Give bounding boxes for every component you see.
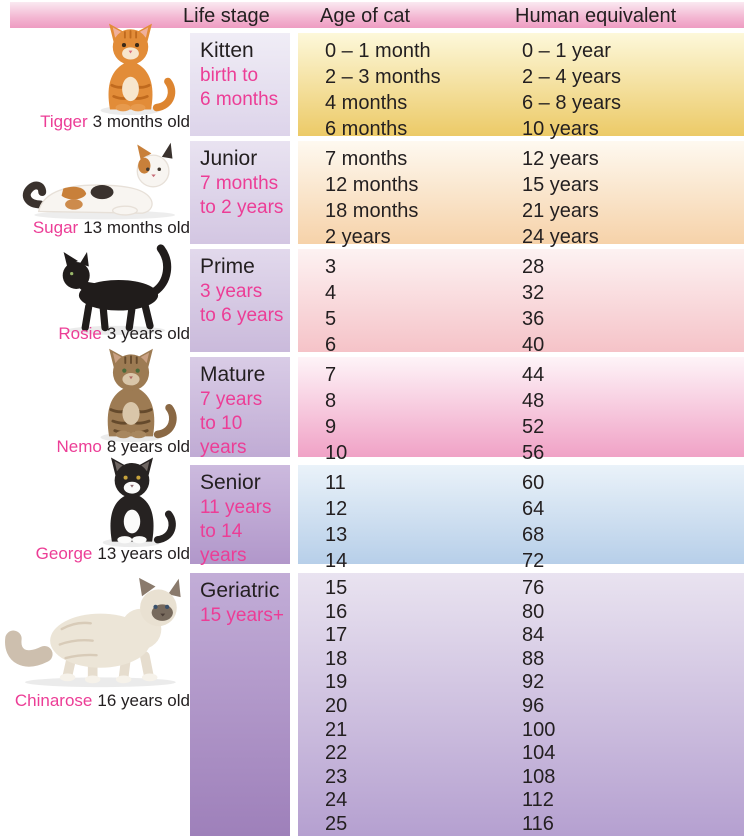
cat-age: 16 years old xyxy=(97,691,190,710)
cat-photo-nemo xyxy=(0,357,196,457)
stage-name: Geriatric xyxy=(200,579,280,602)
cat-age-value: 6 months xyxy=(325,118,408,140)
stage-range-line: birth to xyxy=(200,65,259,86)
cat-age-value: 17 xyxy=(325,624,348,647)
cat-age-value: 2 – 3 months xyxy=(325,66,441,88)
cat-age: 13 years old xyxy=(97,544,190,563)
stage-range xyxy=(200,388,286,460)
tigger-cat-illustration xyxy=(83,18,178,116)
human-equivalent-value: 68 xyxy=(522,524,545,546)
human-equivalent-value: 40 xyxy=(522,334,545,356)
age-row xyxy=(298,648,744,672)
human-equivalent-value: 48 xyxy=(522,390,545,412)
age-row xyxy=(298,766,744,790)
cat-age-value: 7 xyxy=(325,364,337,386)
stage-range-line: to 14 years xyxy=(200,521,247,566)
age-data-band-junior xyxy=(298,141,744,248)
age-row xyxy=(298,789,744,813)
stage-range xyxy=(200,172,286,220)
human-equivalent-value: 21 years xyxy=(522,200,599,222)
age-row xyxy=(298,364,744,390)
stage-range-line: to 6 years xyxy=(200,305,284,326)
human-equivalent-value: 60 xyxy=(522,472,545,494)
stage-box-junior xyxy=(190,141,290,244)
age-row xyxy=(298,695,744,719)
age-data-band-kitten xyxy=(298,33,744,140)
stage-range xyxy=(200,280,286,328)
cat-age-value: 4 months xyxy=(325,92,408,114)
cat-age-value: 10 xyxy=(325,442,348,464)
age-data-band-prime xyxy=(298,249,744,356)
cat-age-value: 13 xyxy=(325,524,348,546)
age-data-band-mature xyxy=(298,357,744,464)
stage-box-prime xyxy=(190,249,290,352)
human-equivalent-value: 2 – 4 years xyxy=(522,66,621,88)
age-row xyxy=(298,148,744,174)
column-header-age-of-cat: Age of cat xyxy=(320,5,411,27)
cat-age-value: 5 xyxy=(325,308,337,330)
column-header-human-equivalent: Human equivalent xyxy=(515,5,677,27)
chinarose-cat-illustration xyxy=(2,573,194,689)
cat-age-value: 22 xyxy=(325,742,348,765)
human-equivalent-value: 56 xyxy=(522,442,545,464)
cat-age-value: 9 xyxy=(325,416,337,438)
stage-name: Senior xyxy=(200,471,261,494)
cat-age-value: 16 xyxy=(325,600,348,623)
cat-age-value: 14 xyxy=(325,550,348,572)
human-equivalent-value: 36 xyxy=(522,308,545,330)
cat-photo-sugar xyxy=(0,141,196,244)
age-row xyxy=(298,624,744,648)
stage-box-senior xyxy=(190,465,290,564)
cat-age: 8 years old xyxy=(106,437,190,456)
age-row xyxy=(298,577,744,601)
cat-age-value: 4 xyxy=(325,282,337,304)
age-row xyxy=(298,66,744,92)
cat-age-value: 11 xyxy=(325,472,346,494)
human-equivalent-value: 76 xyxy=(522,577,545,599)
rosie-cat-illustration xyxy=(51,232,186,336)
human-equivalent-value: 104 xyxy=(522,742,556,765)
human-equivalent-value: 112 xyxy=(522,789,554,812)
cat-age-value: 2 years xyxy=(325,226,391,248)
age-row xyxy=(298,390,744,416)
human-equivalent-value: 72 xyxy=(522,550,545,572)
cat-name: Nemo xyxy=(56,437,102,456)
stage-range-line: 6 months xyxy=(200,89,279,110)
age-row xyxy=(298,742,744,766)
age-row xyxy=(298,524,744,550)
cat-photo-george xyxy=(0,465,196,564)
stage-range-line: 3 years xyxy=(200,281,263,302)
cat-name: George xyxy=(35,544,93,563)
cat-age-value: 23 xyxy=(325,765,348,788)
cat-age-value: 24 xyxy=(325,789,348,812)
row-prime xyxy=(0,249,744,356)
human-equivalent-value: 12 years xyxy=(522,148,599,170)
age-row xyxy=(298,174,744,200)
cat-caption xyxy=(36,544,190,564)
stage-range-line: 7 years xyxy=(200,389,263,410)
band-lines xyxy=(298,141,744,252)
row-junior xyxy=(0,141,744,248)
human-equivalent-value: 15 years xyxy=(522,174,599,196)
cat-name: Rosie xyxy=(58,324,102,343)
band-lines xyxy=(298,33,744,144)
stage-range-line: to 2 years xyxy=(200,197,284,218)
human-equivalent-value: 84 xyxy=(522,624,545,647)
human-equivalent-value: 100 xyxy=(522,718,556,741)
cat-caption xyxy=(40,112,190,132)
stage-name: Prime xyxy=(200,255,255,278)
stage-range-line: 15 years+ xyxy=(200,605,284,626)
age-row xyxy=(298,282,744,308)
cat-age-value: 18 xyxy=(325,647,348,670)
age-row xyxy=(298,92,744,118)
row-kitten xyxy=(0,33,744,140)
human-equivalent-value: 108 xyxy=(522,765,556,788)
human-equivalent-value: 80 xyxy=(522,600,545,623)
band-lines xyxy=(298,249,744,360)
stage-box-mature xyxy=(190,357,290,457)
cat-age-value: 15 xyxy=(325,577,348,599)
stage-name: Mature xyxy=(200,363,266,386)
stage-name: Kitten xyxy=(200,39,254,62)
age-row xyxy=(298,200,744,226)
age-row xyxy=(298,256,744,282)
nemo-cat-illustration xyxy=(82,343,180,443)
age-row xyxy=(298,813,744,837)
george-cat-illustration xyxy=(82,452,182,548)
human-equivalent-value: 116 xyxy=(522,812,554,835)
cat-age-value: 12 xyxy=(325,498,348,520)
age-row xyxy=(298,671,744,695)
cat-photo-chinarose xyxy=(0,573,196,836)
cat-age-value: 18 months xyxy=(325,200,419,222)
human-equivalent-value: 0 – 1 year xyxy=(522,40,611,62)
cat-photo-tigger xyxy=(0,33,196,136)
stage-range-line: to 10 years xyxy=(200,413,247,458)
cat-photo-rosie xyxy=(0,249,196,352)
human-equivalent-value: 92 xyxy=(522,671,545,694)
age-row xyxy=(298,416,744,442)
age-data-band-senior xyxy=(298,465,744,572)
row-geriatric xyxy=(0,573,744,836)
band-lines xyxy=(298,465,744,576)
row-senior xyxy=(0,465,744,572)
cat-age-value: 19 xyxy=(325,671,348,694)
cat-caption xyxy=(15,691,190,711)
human-equivalent-value: 6 – 8 years xyxy=(522,92,621,114)
age-row xyxy=(298,308,744,334)
human-equivalent-value: 10 years xyxy=(522,118,599,140)
stage-range-line: 11 years xyxy=(200,497,272,518)
cat-name: Sugar xyxy=(32,218,79,237)
cat-age-value: 12 months xyxy=(325,174,419,196)
row-mature xyxy=(0,357,744,464)
sugar-cat-illustration xyxy=(11,134,194,222)
band-lines xyxy=(298,357,744,468)
age-data-band-geriatric xyxy=(298,573,744,836)
cat-age-value: 21 xyxy=(325,718,348,741)
cat-age: 3 years old xyxy=(106,324,190,343)
stage-range xyxy=(200,64,286,112)
band-lines xyxy=(298,573,744,837)
human-equivalent-value: 44 xyxy=(522,364,545,386)
cat-age-value: 25 xyxy=(325,812,348,835)
cat-age-value: 6 xyxy=(325,334,337,356)
stage-box-kitten xyxy=(190,33,290,136)
human-equivalent-value: 96 xyxy=(522,694,545,717)
cat-caption xyxy=(58,324,190,344)
age-row xyxy=(298,601,744,625)
cat-age-value: 8 xyxy=(325,390,337,412)
age-row xyxy=(298,498,744,524)
cat-age: 13 months old xyxy=(83,218,190,237)
column-header-life-stage: Life stage xyxy=(183,5,270,27)
cat-age-value: 20 xyxy=(325,694,348,717)
human-equivalent-value: 88 xyxy=(522,647,545,670)
cat-age: 3 months old xyxy=(92,112,190,131)
stage-range-line: 7 months xyxy=(200,173,279,194)
cat-age-value: 0 – 1 month xyxy=(325,40,431,62)
stage-name: Junior xyxy=(200,147,258,170)
stage-range xyxy=(200,496,286,568)
human-equivalent-value: 52 xyxy=(522,416,545,438)
cat-age-value: 7 months xyxy=(325,148,408,170)
age-row xyxy=(298,40,744,66)
human-equivalent-value: 24 years xyxy=(522,226,599,248)
cat-name: Chinarose xyxy=(14,691,93,710)
human-equivalent-value: 64 xyxy=(522,498,545,520)
age-row xyxy=(298,472,744,498)
stage-range xyxy=(200,604,286,628)
human-equivalent-value: 28 xyxy=(522,256,545,278)
cat-name: Tigger xyxy=(40,112,88,131)
age-row xyxy=(298,719,744,743)
stage-box-geriatric xyxy=(190,573,290,836)
cat-age-value: 3 xyxy=(325,256,337,278)
human-equivalent-value: 32 xyxy=(522,282,545,304)
